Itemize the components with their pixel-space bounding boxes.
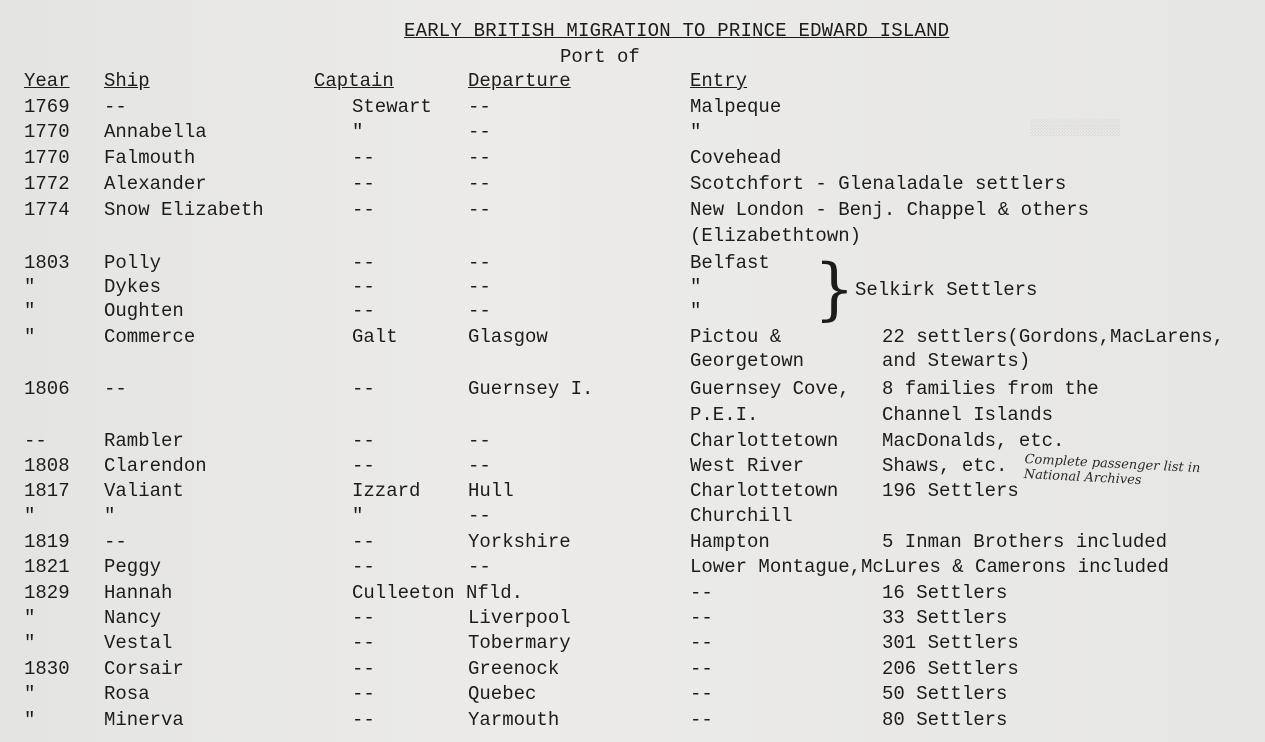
cell-year: 1819 [24,531,70,553]
table-row [0,276,1265,301]
cell-entry: -- [690,683,713,705]
cell-entry: Covehead [690,147,782,169]
header-entry: Entry [690,70,748,92]
cell-ship: Clarendon [104,455,207,477]
cell-departure: -- [468,300,491,322]
cell-year: " [24,505,36,527]
cell-entry: Charlottetown [690,480,839,502]
cell-departure: Liverpool [468,607,571,629]
cell-departure: -- [468,455,491,477]
table-row [0,430,1265,455]
cell-entry: Georgetown [690,350,805,372]
cell-captain: Izzard [352,480,421,502]
cell-year: " [24,709,36,731]
table-row [0,252,1265,277]
cell-year: " [24,607,36,629]
table-row [0,683,1265,708]
cell-captain: -- [352,607,375,629]
cell-note: MacDonalds, etc. [882,430,1065,452]
cell-captain: -- [352,147,375,169]
cell-note: 16 Settlers [882,582,1008,604]
cell-ship: Polly [104,252,162,274]
cell-year: 1770 [24,147,70,169]
cell-year: 1803 [24,252,70,274]
cell-departure: Greenock [468,658,560,680]
cell-entry: -- [690,709,713,731]
cell-ship: Snow Elizabeth [104,199,264,221]
cell-departure: -- [468,276,491,298]
cell-captain: -- [352,430,375,452]
cell-entry: Hampton [690,531,770,553]
cell-ship: -- [104,531,127,553]
cell-note: 50 Settlers [882,683,1008,705]
cell-departure: -- [468,505,491,527]
table-row [0,556,1265,581]
cell-departure: Guernsey I. [468,378,594,400]
handwritten-annotation: Complete passenger list in National Archives [1023,452,1201,489]
table-row [0,404,1265,429]
table-row [0,147,1265,172]
table-row [0,300,1265,325]
cell-entry: " [690,300,702,322]
selkirk-note: Selkirk Settlers [855,279,1038,301]
cell-captain: -- [352,173,375,195]
table-row [0,582,1265,607]
cell-captain: -- [352,709,375,731]
cell-departure: -- [468,199,491,221]
cell-captain: -- [352,556,375,578]
table-row [0,326,1265,351]
cell-entry: Guernsey Cove, [690,378,850,400]
cell-ship: Rambler [104,430,184,452]
cell-ship: Hannah [104,582,173,604]
cell-captain: -- [352,199,375,221]
cell-note: 196 Settlers [882,480,1019,502]
cell-ship: -- [104,96,127,118]
cell-entry: (Elizabethtown) [690,225,862,247]
cell-ship: Annabella [104,121,207,143]
cell-entry: -- [690,582,713,604]
table-row [0,607,1265,632]
cell-ship: Commerce [104,326,196,348]
cell-entry: Churchill [690,505,793,527]
cell-ship: Peggy [104,556,162,578]
cell-entry: Scotchfort - Glenaladale settlers [690,173,1067,195]
cell-departure: Glasgow [468,326,548,348]
cell-note: 33 Settlers [882,607,1008,629]
cell-ship: Dykes [104,276,162,298]
cell-captain: -- [352,632,375,654]
table-row [0,199,1265,224]
cell-departure: -- [468,147,491,169]
cell-captain: -- [352,455,375,477]
cell-note: 80 Settlers [882,709,1008,731]
header-captain: Captain [314,70,394,92]
cell-departure: Tobermary [468,632,571,654]
cell-year: 1829 [24,582,70,604]
cell-captain: -- [352,658,375,680]
cell-note: 206 Settlers [882,658,1019,680]
cell-ship: " [104,505,116,527]
cell-year: 1769 [24,96,70,118]
cell-ship: Corsair [104,658,184,680]
cell-entry: Charlottetown [690,430,839,452]
cell-year: 1772 [24,173,70,195]
header-year: Year [24,70,70,92]
cell-year: -- [24,430,47,452]
cell-year: " [24,326,36,348]
table-row [0,225,1265,250]
cell-entry: Belfast [690,252,770,274]
cell-ship: Alexander [104,173,207,195]
cell-captain: " [352,121,364,143]
cell-captain: Galt [352,326,398,348]
cell-note: Shaws, etc. [882,455,1008,477]
cell-note: 22 settlers(Gordons,MacLarens, [882,326,1225,348]
cell-ship: Nancy [104,607,162,629]
cell-entry: Malpeque [690,96,782,118]
cell-captain: " [352,505,364,527]
cell-departure: -- [468,252,491,274]
cell-entry: -- [690,607,713,629]
cell-captain: -- [352,683,375,705]
table-row [0,350,1265,375]
port-of-heading: Port of [560,46,640,68]
cell-year: 1806 [24,378,70,400]
cell-captain: -- [352,531,375,553]
cell-entry: Pictou & [690,326,782,348]
cell-departure: Yarmouth [468,709,560,731]
table-row [0,378,1265,403]
cell-note: Channel Islands [882,404,1054,426]
document-title: EARLY BRITISH MIGRATION TO PRINCE EDWARD ISLAND [404,20,950,42]
cell-entry: -- [690,658,713,680]
cell-year: " [24,276,36,298]
cell-note: 5 Inman Brothers included [882,531,1168,553]
table-row [0,96,1265,121]
cell-year: 1770 [24,121,70,143]
cell-captain: -- [352,276,375,298]
cell-ship: Oughten [104,300,184,322]
cell-year: " [24,300,36,322]
table-row [0,531,1265,556]
header-ship: Ship [104,70,150,92]
brace-symbol: } [814,251,855,329]
cell-departure: Hull [468,480,514,502]
cell-year: 1830 [24,658,70,680]
cell-entry: New London - Benj. Chappel & others [690,199,1090,221]
bleed-through: ░░░░░░░░░░ [1030,120,1121,137]
cell-captain: -- [352,378,375,400]
cell-note: 301 Settlers [882,632,1019,654]
cell-year: " [24,683,36,705]
cell-captain: Stewart [352,96,432,118]
cell-year: 1817 [24,480,70,502]
cell-year: 1808 [24,455,70,477]
cell-captain: -- [352,252,375,274]
cell-captain: Culleeton Nfld. [352,582,524,604]
cell-departure: -- [468,121,491,143]
cell-entry: " [690,121,702,143]
cell-ship: Valiant [104,480,184,502]
table-row [0,505,1265,530]
table-row [0,658,1265,683]
cell-ship: Falmouth [104,147,196,169]
cell-entry: West River [690,455,805,477]
cell-entry: Lower Montague,McLures & Camerons included [690,556,1169,578]
cell-departure: Yorkshire [468,531,571,553]
cell-year: 1774 [24,199,70,221]
cell-ship: Minerva [104,709,184,731]
cell-captain: -- [352,300,375,322]
cell-entry: -- [690,632,713,654]
cell-departure: -- [468,173,491,195]
cell-departure: Quebec [468,683,537,705]
cell-ship: -- [104,378,127,400]
cell-departure: -- [468,96,491,118]
cell-departure: -- [468,430,491,452]
table-row [0,173,1265,198]
cell-ship: Rosa [104,683,150,705]
table-row [0,709,1265,734]
cell-entry: P.E.I. [690,404,759,426]
cell-note: 8 families from the [882,378,1099,400]
cell-year: " [24,632,36,654]
cell-year: 1821 [24,556,70,578]
table-row [0,632,1265,657]
header-departure: Departure [468,70,571,92]
cell-entry: " [690,276,702,298]
table-row [0,121,1265,146]
cell-ship: Vestal [104,632,173,654]
cell-note: and Stewarts) [882,350,1031,372]
cell-departure: -- [468,556,491,578]
